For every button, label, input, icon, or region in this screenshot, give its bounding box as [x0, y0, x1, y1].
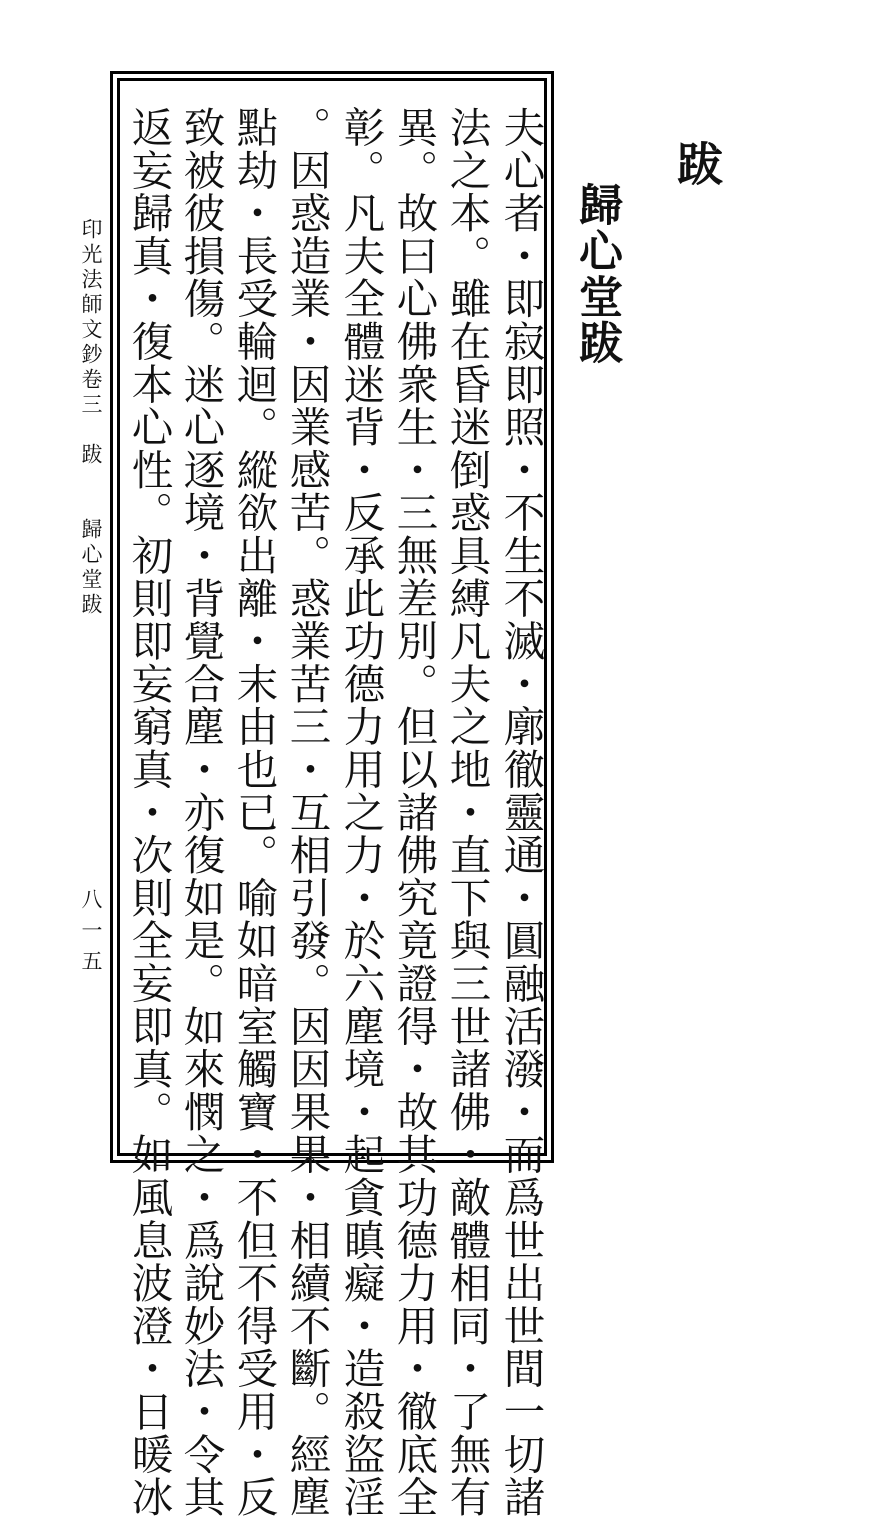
body-column-8: 返妄歸真・復本心性。初則即妄窮真・次則全妄即真。如風息波澄・日暖冰	[124, 106, 174, 1518]
body-column-2: 法之本。雖在昏迷倒惑具縛凡夫之地・直下與三世諸佛・敵體相同・了無有	[442, 106, 492, 1518]
running-head: 印光法師文鈔卷三 跋 歸心堂跋	[79, 218, 103, 618]
essay-title: 歸心堂跋	[571, 182, 622, 366]
body-column-6: 點劫・長受輪迴。縱欲出離・末由也已。喻如暗室觸寶・不但不得受用・反	[229, 106, 279, 1518]
page-number: 八一五	[79, 888, 103, 981]
body-column-7: 致被彼損傷。迷心逐境・背覺合塵・亦復如是。如來憫之・爲說妙法・令其	[176, 106, 226, 1518]
body-column-4: 彰。凡夫全體迷背・反承此功德力用之力・於六塵境・起貪瞋癡・造殺盜淫	[336, 106, 386, 1518]
section-title: 跋	[670, 140, 724, 186]
body-column-3: 異。故曰心佛衆生・三無差別。但以諸佛究竟證得・故其功德力用・徹底全	[389, 106, 439, 1518]
body-column-1: 夫心者・即寂即照・不生不滅・廓徹靈通・圓融活潑・而爲世出世間一切諸	[496, 106, 546, 1518]
body-column-5: 。因惑造業・因業感苦。惑業苦三・互相引發。因因果果・相續不斷。經塵	[282, 106, 332, 1518]
